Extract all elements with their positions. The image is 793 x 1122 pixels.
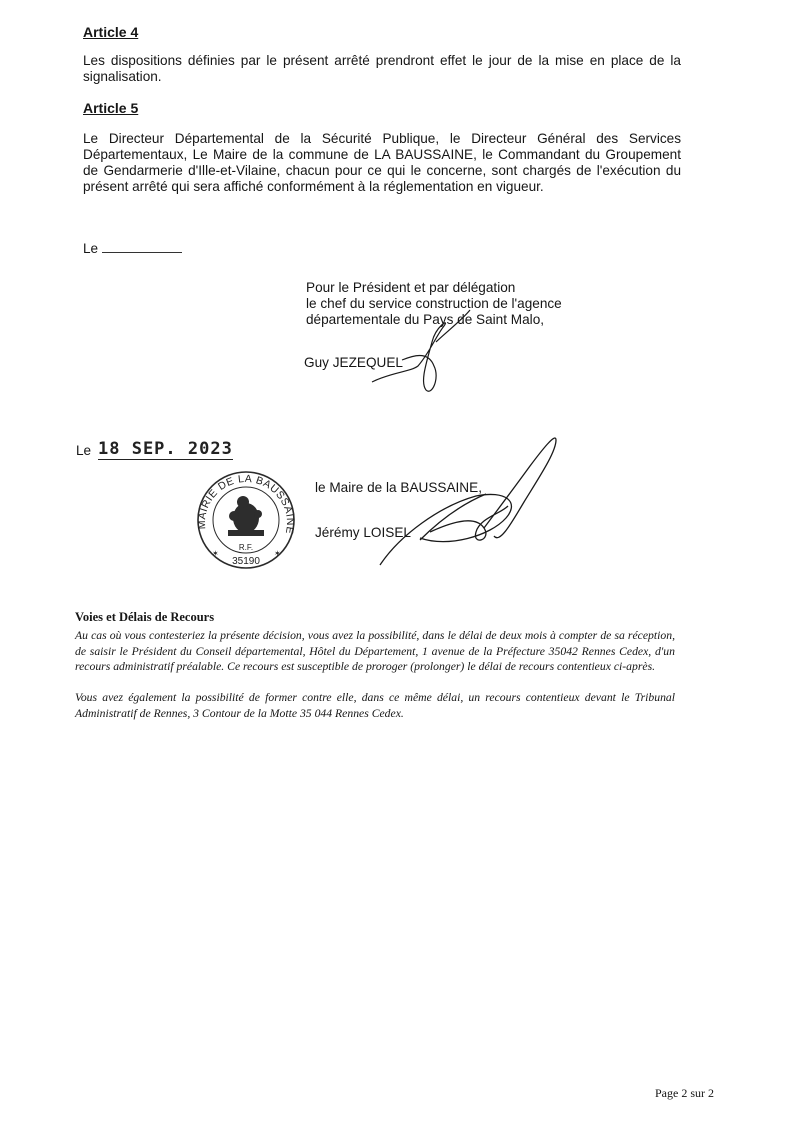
mairie-seal-icon (196, 472, 296, 568)
delegation-line-1: Pour le Président et par délégation (306, 280, 516, 295)
seal-ring-text: MAIRIE DE LA BAUSSAINE (195, 472, 297, 536)
page-number: Page 2 sur 2 (655, 1086, 714, 1100)
delegation-line-2: le chef du service construction de l'agence (306, 296, 562, 311)
recours-title: Voies et Délais de Recours (75, 610, 215, 624)
date-line-1 (83, 241, 182, 257)
recours-paragraph-2: Vous avez également la possibilité de former contre elle, dans ce même délai, un recours contentieux devant le Tribunal Administratif de Rennes, 3 Contour de la Motte 35 044 Rennes Cedex. (75, 691, 675, 720)
article-4-heading: Article 4 (83, 24, 139, 40)
signatory-name-2: Jérémy LOISEL (315, 525, 411, 540)
date-prefix-2: Le (76, 443, 92, 458)
svg-text:✶: ✶ (212, 549, 219, 558)
date-stamp: 18 SEP. 2023 (98, 439, 233, 459)
date-prefix: Le (83, 241, 99, 256)
delegation-line-3: départementale du Pays de Saint Malo, (306, 312, 545, 327)
article-4-text: Les dispositions définies par le présent arrêté prendront effet le jour de la mise en place de la signalisation. (83, 53, 681, 84)
seal-center-text: R.F. (238, 543, 254, 552)
svg-text:✶: ✶ (274, 549, 281, 558)
blank-date-line (102, 242, 182, 253)
signatory-name-1: Guy JEZEQUEL (304, 355, 403, 370)
handwritten-signature-2 (380, 438, 556, 565)
article-5-text: Le Directeur Départemental de la Sécurité Publique, le Directeur Général des Services Départementaux, Le Maire de la commune de LA BAUSSAINE, le Commandant du Groupement de Gendarmerie d'Ille-et-Vilaine, chacun pour ce qui le concerne, sont chargés de l'exécution du présent arrêté qui sera affiché conformément à la réglementation en vigueur. (83, 131, 681, 194)
mayor-title: le Maire de la BAUSSAINE, (315, 480, 482, 495)
seal-bottom-text: 35190 (232, 556, 260, 567)
article-5-heading: Article 5 (83, 100, 139, 116)
recours-paragraph-1: Au cas où vous contesteriez la présente décision, vous avez la possibilité, dans le délai de deux mois à compter de sa réception, de saisir le Président du Conseil départemental, Hôtel du Département, 1 avenue de la Préfecture 35042 Rennes Cedex, d'un recours administratif préalable. Ce recours est susceptible de proroger (prolonger) le délai de recours contentieux ci-après. (75, 629, 675, 673)
svg-text:MAIRIE DE LA BAUSSAINE (196, 473, 296, 535)
signature-block-president (306, 280, 606, 328)
